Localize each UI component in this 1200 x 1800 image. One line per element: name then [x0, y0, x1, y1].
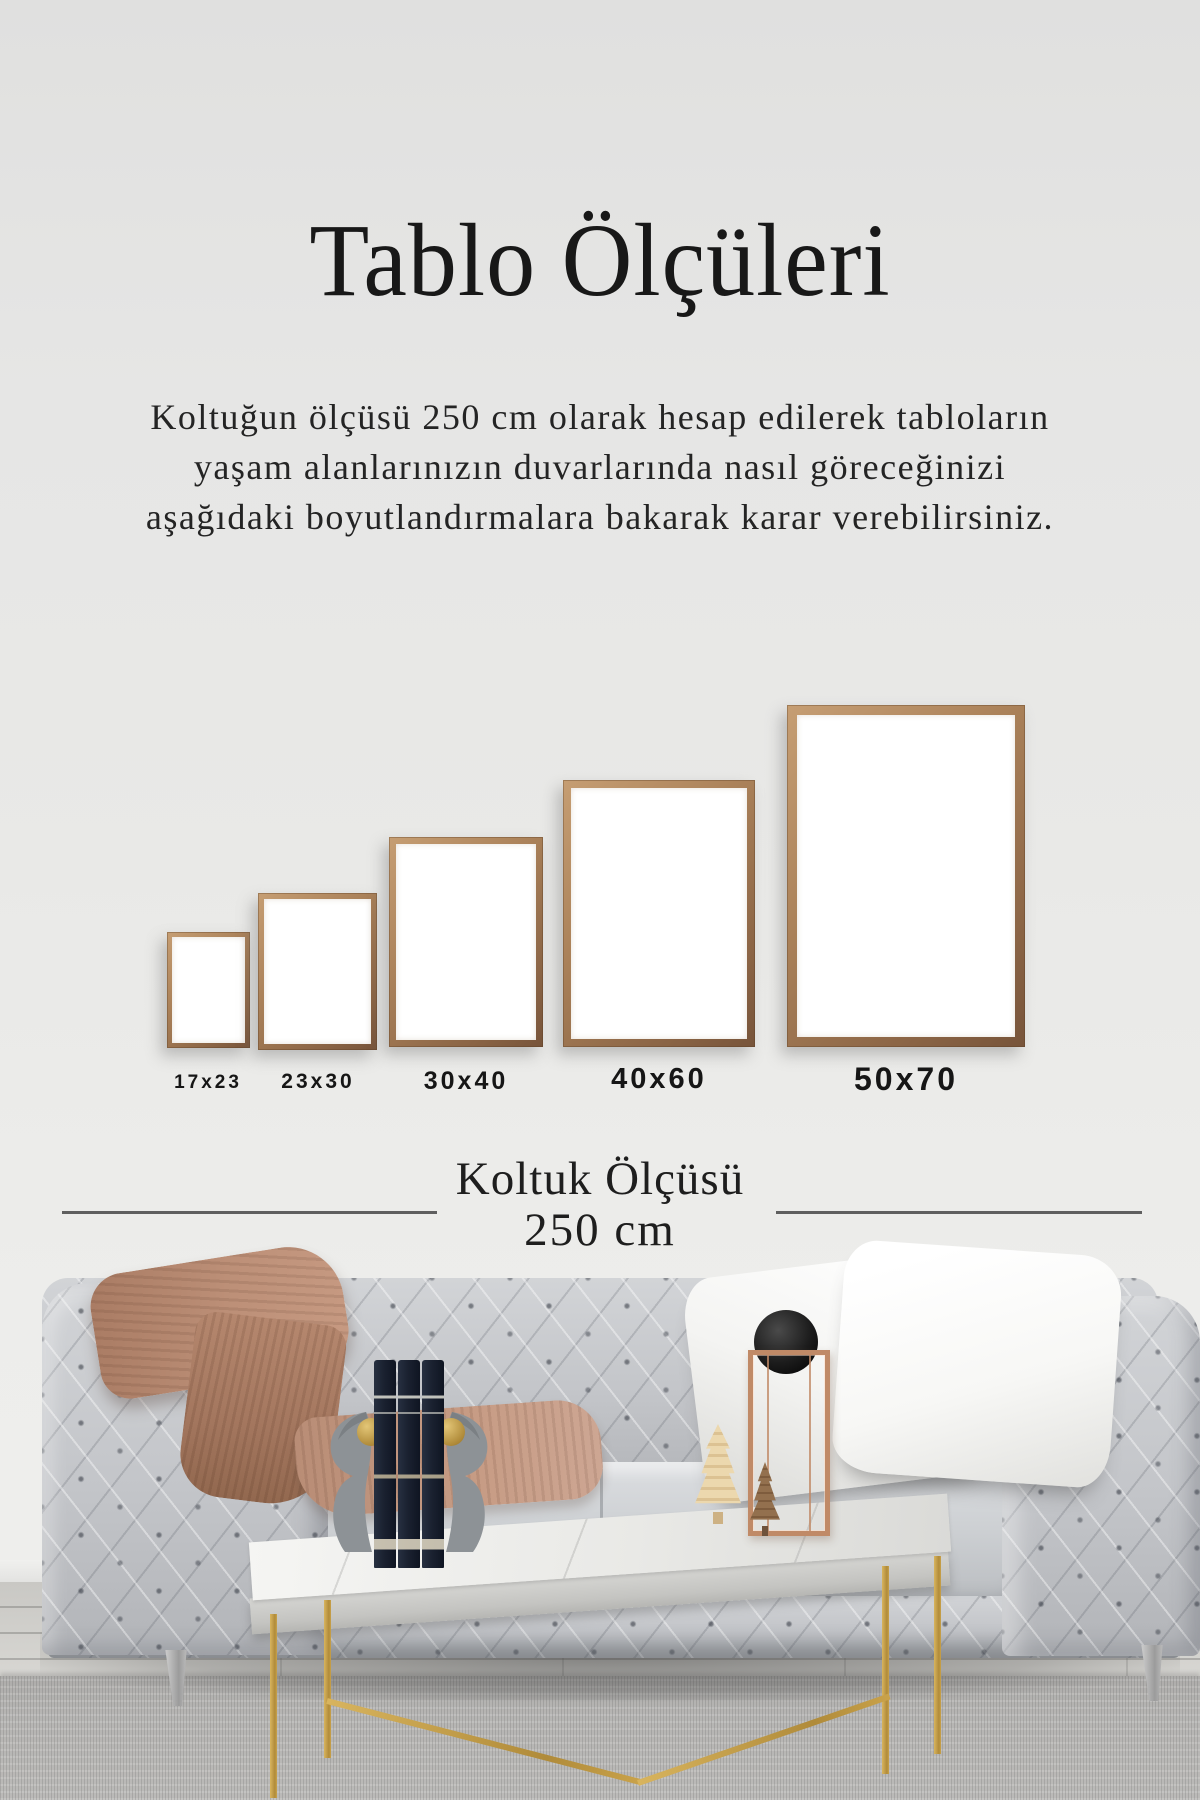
page-title: Tablo Ölçüleri: [309, 203, 891, 318]
frame-50x70: [787, 705, 1025, 1047]
book-spine: [374, 1360, 396, 1568]
wooden-tree-dark: [750, 1462, 780, 1536]
intro-line-1: Koltuğun ölçüsü 250 cm olarak hesap edilerek tabloların: [150, 397, 1050, 437]
table-leg-back-right: [934, 1556, 941, 1754]
frame-40x60: [563, 780, 755, 1047]
sofa-measure-value: 250 cm: [524, 1204, 676, 1256]
table-leg-front-left: [270, 1614, 277, 1798]
frame-canvas: [797, 715, 1015, 1037]
divider-line-right: [776, 1211, 1142, 1214]
frame-17x23: [167, 932, 250, 1048]
book-stack: [374, 1360, 444, 1568]
frame-23x30: [258, 893, 377, 1050]
table-leg-front-right: [882, 1566, 889, 1774]
frame-canvas: [264, 899, 371, 1044]
intro-line-2: yaşam alanlarınızın duvarlarında nasıl göreceğinizi: [193, 447, 1007, 487]
intro-line-3: aşağıdaki boyutlandırmalara bakarak karar verebilirsiniz.: [145, 497, 1055, 537]
frame-label-23x30: 23x30: [281, 1070, 355, 1093]
frame-30x40: [389, 837, 543, 1047]
frame-canvas: [396, 844, 536, 1040]
frame-label-30x40: 30x40: [423, 1067, 509, 1095]
intro-text: [0, 392, 1200, 542]
frame-canvas: [571, 788, 747, 1039]
frame-canvas: [172, 937, 245, 1043]
sofa-measure-label: Koltuk Ölçüsü: [455, 1153, 745, 1205]
frame-label-50x70: 50x70: [854, 1061, 958, 1097]
book-spine: [398, 1360, 420, 1568]
wooden-tree-light: [695, 1424, 741, 1524]
book-spine: [422, 1360, 444, 1568]
white-pillow-right: [830, 1239, 1124, 1490]
frame-label-40x60: 40x60: [611, 1063, 707, 1095]
frame-label-17x23: 17x23: [174, 1072, 242, 1093]
divider-line-left: [62, 1211, 437, 1214]
table-leg-back-left: [324, 1600, 331, 1758]
